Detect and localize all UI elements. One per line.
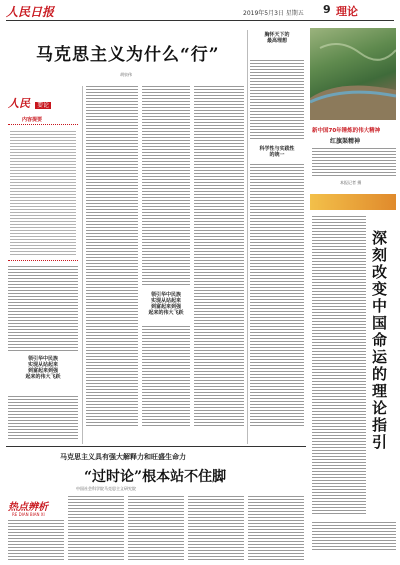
hot-column-logo: 热点辨析	[8, 502, 48, 513]
subhead-3: 领引华中民族 实现从站起来 到富起来到强 起来的伟大飞跃	[25, 356, 61, 380]
subhead-4: 领引华中民族 实现从站起来 到富起来到强 起来的伟大飞跃	[148, 292, 184, 316]
mid-body-text-4	[194, 86, 244, 426]
masthead: 人民日报	[6, 5, 55, 19]
subhead-1: 胸怀天下的 最高理想	[264, 32, 290, 44]
section-name: 理论	[336, 5, 358, 18]
lower-body-text-4	[188, 496, 244, 562]
lower-body-text-3	[128, 496, 184, 562]
photo-credit: 本报记者 摄	[340, 180, 362, 185]
header-rule	[6, 20, 394, 21]
mid-body-text-1	[86, 86, 138, 426]
left-body-text-2	[8, 396, 78, 441]
lower-article-title: “过时论”根本站不住脚	[84, 469, 227, 485]
summary-label: 内容提要	[22, 117, 43, 123]
renren-logo	[8, 92, 51, 111]
subhead-2: 科学性与实践性 的统一	[259, 146, 295, 158]
feature-title: 深刻改变中国命运的理论指引	[372, 229, 388, 451]
photo-hongqiqu	[310, 28, 396, 120]
col-divider-2	[247, 30, 248, 444]
photo-illustration	[310, 28, 396, 120]
summary-box	[8, 124, 78, 261]
lower-body-text-1	[8, 520, 64, 562]
lower-article-kicker: 马克思主义具有强大解释力和旺盛生命力	[60, 453, 186, 461]
main-article-title: 马克思主义为什么“行”	[36, 45, 220, 65]
right-mid-body-text-2	[250, 164, 304, 426]
renren-logo-tag: 要论	[37, 102, 50, 109]
feature-banner	[310, 194, 396, 210]
photo-caption-sub: 红旗渠精神	[330, 138, 361, 145]
issue-date: 2019年5月3日 星期五	[243, 10, 304, 17]
renren-logo-text: 人民	[8, 97, 30, 110]
lower-article-author: 中国社会科学院马克思主义研究院	[76, 486, 136, 491]
summary-text	[10, 131, 76, 256]
feature-body-text	[312, 216, 366, 516]
left-body-text-1	[8, 266, 78, 351]
page-number: 9	[323, 3, 331, 16]
lower-body-text-5	[248, 496, 304, 562]
photo-caption-text	[312, 148, 396, 178]
photo-caption-title: 新中国70年锤炼的伟大精神	[312, 128, 381, 134]
main-article-author: 胡泉伟	[120, 72, 132, 77]
feature-footer-text	[312, 522, 396, 552]
col-divider-1	[82, 86, 83, 444]
mid-body-text-2	[142, 86, 190, 286]
lower-divider	[6, 446, 306, 447]
lower-body-text-2	[68, 496, 124, 562]
mid-body-text-3	[142, 326, 190, 426]
hot-column-sub: RE DIAN BIAN XI	[12, 512, 45, 517]
right-mid-body-text-1	[250, 60, 304, 140]
